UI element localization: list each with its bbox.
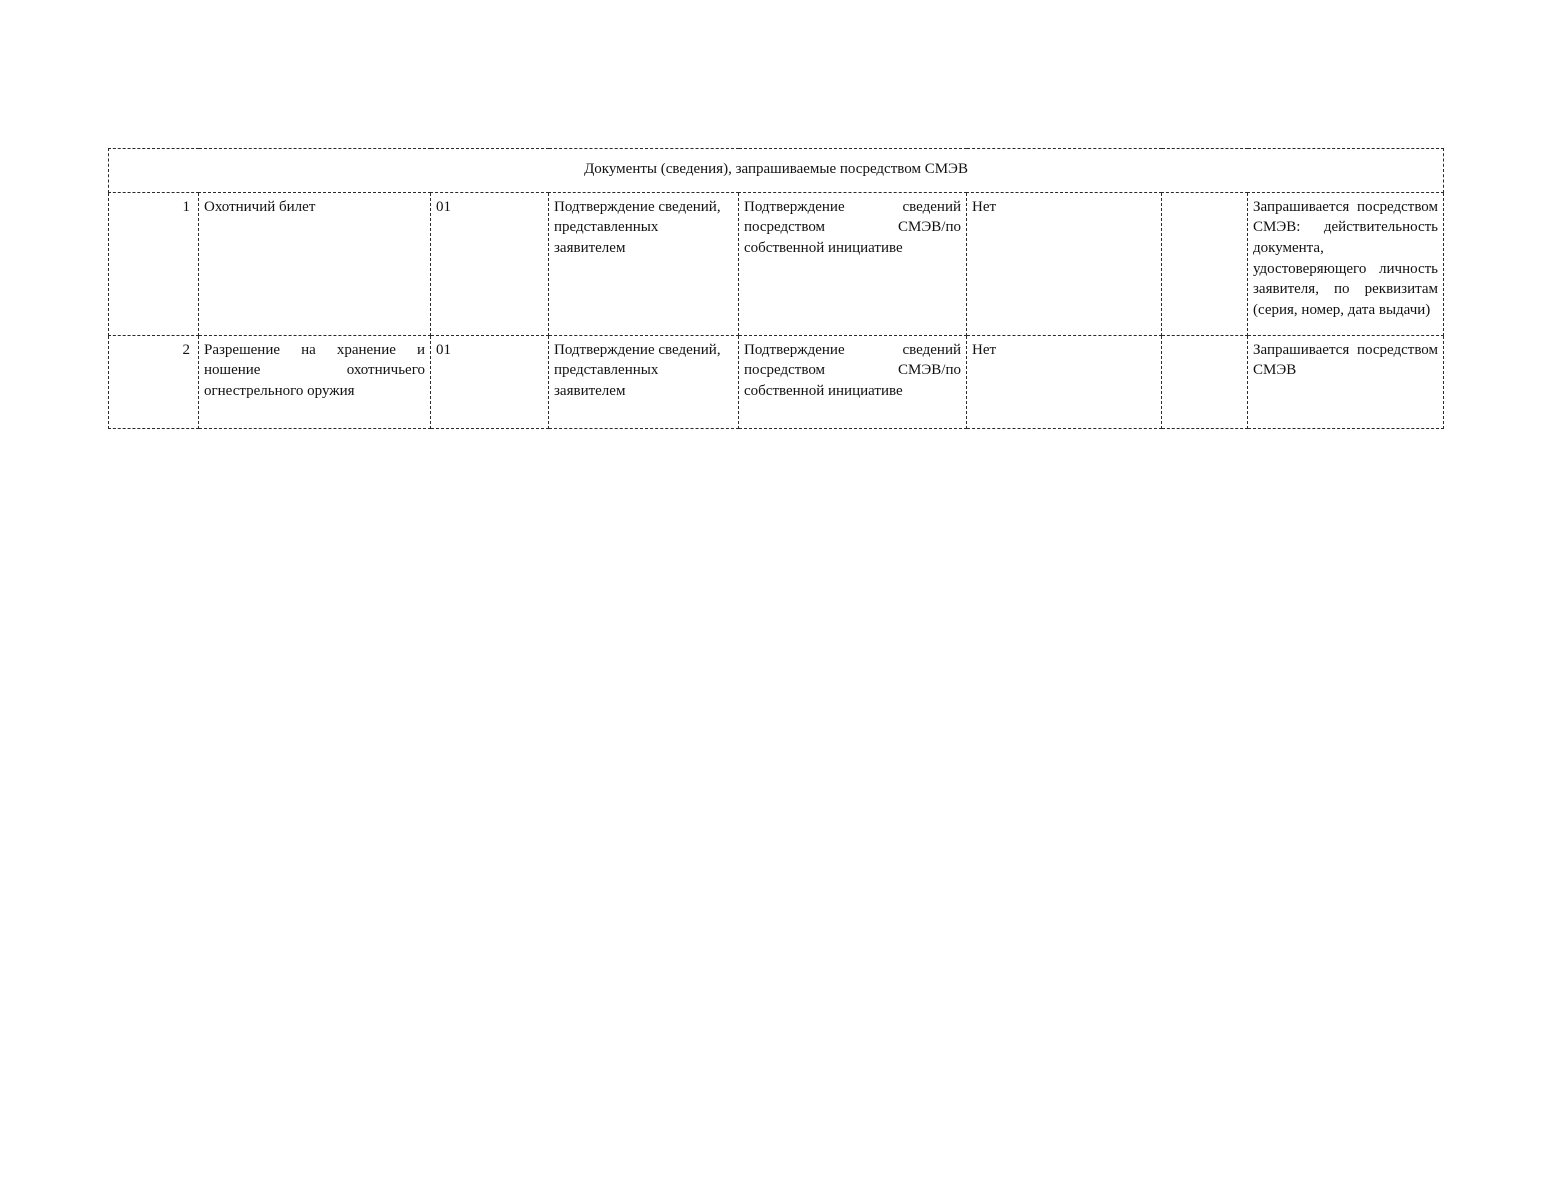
- table-row: [109, 192, 1444, 335]
- document-code: 01: [431, 335, 549, 428]
- document-required: Нет: [967, 192, 1162, 335]
- document-check: Подтверждение сведений посредством СМЭВ/по собственной инициативе: [739, 335, 967, 428]
- documents-table: [108, 148, 1444, 429]
- document-note: Запрашивается посредством СМЭВ: действительность документа, удостоверяющего личность заявителя, по реквизитам (серия, номер, дата выдачи): [1248, 192, 1444, 335]
- document-extra: [1162, 192, 1248, 335]
- document-requirement: Подтверждение сведений, представленных заявителем: [549, 192, 739, 335]
- document-required: Нет: [967, 335, 1162, 428]
- row-number: 2: [109, 335, 199, 428]
- document-note: Запрашивается посредством СМЭВ: [1248, 335, 1444, 428]
- document-extra: [1162, 335, 1248, 428]
- section-header-row: [109, 149, 1444, 193]
- document-name: Охотничий билет: [199, 192, 431, 335]
- document-name: Разрешение на хранение и ношение охотничьего огнестрельного оружия: [199, 335, 431, 428]
- document-code: 01: [431, 192, 549, 335]
- row-number: 1: [109, 192, 199, 335]
- document-check: Подтверждение сведений посредством СМЭВ/по собственной инициативе: [739, 192, 967, 335]
- document-requirement: Подтверждение сведений, представленных заявителем: [549, 335, 739, 428]
- section-title: Документы (сведения), запрашиваемые посредством СМЭВ: [109, 149, 1444, 193]
- table-row: [109, 335, 1444, 428]
